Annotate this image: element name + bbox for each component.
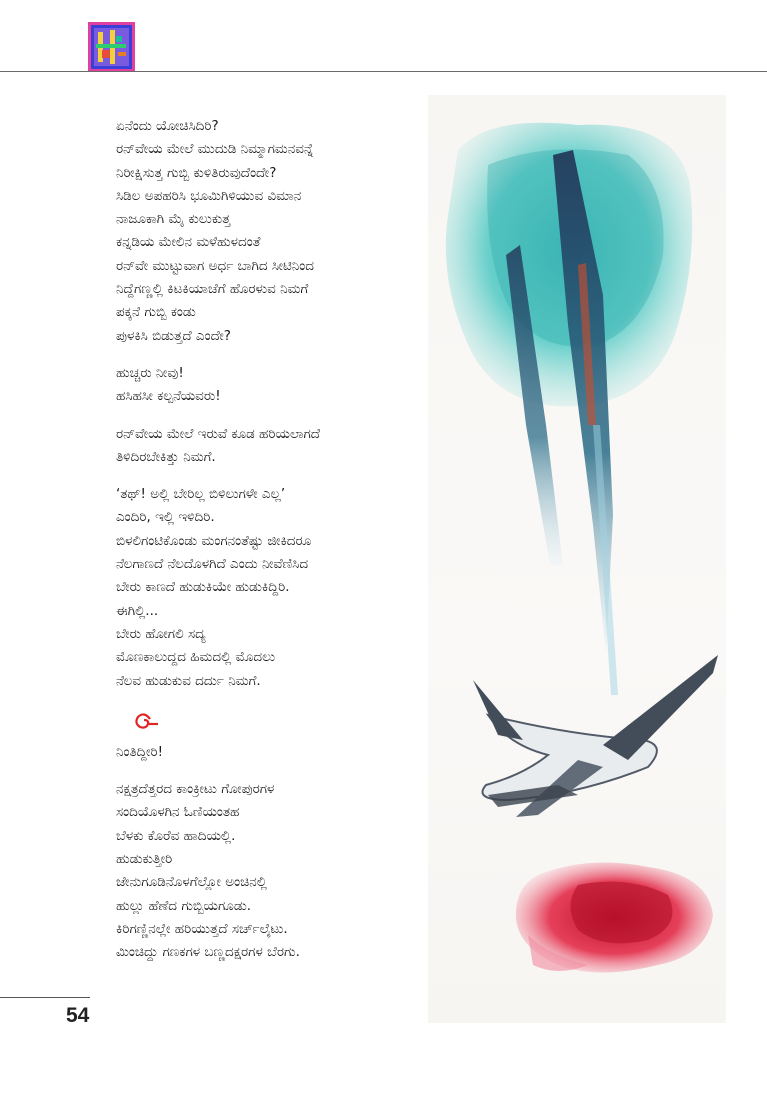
poem-line: ರನ್‌ವೇಯ ಮೇಲೆ ಇರುವೆ ಕೂಡ ಹರಿಯಲಾಗದೆ bbox=[116, 425, 321, 442]
poem-line: ರನ್‌ವೇಯ ಮೇಲೆ ಮುದುಡಿ ನಿಮ್ಮಾಗಮನವನ್ನೆ bbox=[116, 141, 314, 158]
page-number: 54 bbox=[66, 1004, 90, 1027]
poem-line: ಎಂದಿರಿ, ಇಲ್ಲಿ ಇಳಿದಿರಿ. bbox=[116, 509, 215, 526]
poem-stanza bbox=[116, 483, 446, 693]
poem-stanza bbox=[116, 778, 446, 964]
airplane-painting-icon bbox=[428, 95, 726, 1023]
poem-line: ಕನ್ನಡಿಯ ಮೇಲಿನ ಮಳೆಹುಳದಂತೆ bbox=[116, 234, 261, 251]
swirl-ornament-icon bbox=[130, 707, 160, 737]
poem-line: ಏನೆಂದು ಯೋಚಿಸಿದಿರಿ? bbox=[116, 118, 219, 134]
poem-line: ನಿರೀಕ್ಷಿಸುತ್ತ ಗುಬ್ಬಿ ಕುಳಿತಿರುವುದೆಂದೇ? bbox=[116, 164, 277, 181]
poem-line: ಹುಡುಕುತ್ತೀರಿ bbox=[116, 851, 173, 868]
poem-line: ರನ್‌ವೇ ಮುಟ್ಟುವಾಗ ಅರ್ಧ ಬಾಗಿದ ಸೀಟಿನಿಂದ bbox=[116, 257, 315, 274]
poem-line: ಮಿಂಚಿದ್ದು ಗಣಕಗಳ ಬಣ್ಣದಕ್ಷರಗಳ ಬೆರಗು. bbox=[116, 944, 300, 961]
poem-line: ಬಿಳಲಿಗಂಟಿಕೊಂಡು ಮಂಗನಂತೆಷ್ಟು ಜೀಕಿದರೂ bbox=[116, 532, 312, 549]
magazine-logo bbox=[88, 22, 135, 72]
poem-line: ನಕ್ಷತ್ರದೆತ್ತರದ ಕಾಂಕ್ರೀಟು ಗೋಪುರಗಳ bbox=[116, 781, 275, 798]
footer-divider bbox=[0, 997, 90, 998]
poem-line: ನೆಲವ ಹುಡುಕುವ ದರ್ದು ನಿಮಗೆ. bbox=[116, 672, 261, 689]
poem-line: ಬೇರು ಕಾಣದೆ ಹುಡುಕಿಯೇ ಹುಡುಕಿದ್ದಿರಿ. bbox=[116, 579, 290, 596]
poem-line: ಹುಲ್ಲು ಹೆಣೆದ ಗುಬ್ಬಿಯಗೂಡು. bbox=[116, 897, 252, 914]
logo-icon bbox=[88, 22, 135, 72]
poem-line: ಈಗಿಲ್ಲಿ... bbox=[116, 602, 159, 619]
poem-line: ಪಕ್ಕನೆ ಗುಬ್ಬಿ ಕಂಡು bbox=[116, 304, 196, 321]
header-divider bbox=[0, 71, 767, 72]
poem-line: ನಿದ್ದೆಗಣ್ಣಲ್ಲಿ ಕಿಟಕಿಯಾಚೆಗೆ ಹೊರಳುವ ನಿಮಗೆ bbox=[116, 281, 309, 298]
poem-line: ಹುಚ್ಚರು ನೀವು! bbox=[116, 364, 184, 381]
poem-line: ಸಿಡಿಲ ಅಪಹರಿಸಿ ಭೂಮಿಗಿಳಿಯುವ ವಿಮಾನ bbox=[116, 187, 302, 204]
poem-stanza bbox=[116, 423, 446, 470]
poem-line: ನಿಂತಿದ್ದೀರಿ! bbox=[116, 743, 164, 760]
poem-stanza bbox=[116, 115, 446, 348]
poem-line: ‘ತಥ್! ಅಲ್ಲಿ ಬೇರಿಲ್ಲ ಬಿಳಿಲುಗಳೇ ಎಲ್ಲ’ bbox=[116, 486, 286, 503]
poem-line: ಜೇನುಗೂಡಿನೊಳಗೆಲ್ಲೋ ಅಂಚಿನಲ್ಲಿ bbox=[116, 874, 267, 891]
poem-line: ನಾಜೂಕಾಗಿ ಮೈ ಕುಲುಕುತ್ತ bbox=[116, 211, 231, 228]
poem bbox=[116, 115, 446, 979]
poem-line: ಬೇರು ಹೋಗಲಿ ಸದ್ಯ bbox=[116, 625, 206, 642]
poem-line: ನೆಲಗಾಣದೆ ನೆಲದೊಳಗಿದೆ ಎಂದು ನೀವೆಣಿಸಿದ bbox=[116, 556, 309, 573]
poem-line: ಮೊಣಕಾಲುದ್ದದ ಹಿಮದಲ್ಲಿ ಮೊದಲು bbox=[116, 649, 276, 666]
poem-stanza bbox=[116, 741, 446, 764]
poem-line: ಹಸಿಹಸೀ ಕಲ್ಪನೆಯವರು! bbox=[116, 388, 221, 405]
poem-line: ಪುಳಕಿಸಿ ಬಿಡುತ್ತದೆ ಎಂದೇ? bbox=[116, 327, 231, 344]
poem-line: ತಿಳಿದಿರಬೇಕಿತ್ತು ನಿಮಗೆ. bbox=[116, 448, 216, 465]
poem-line: ಕಿರಿಗಣ್ಣಿನಲ್ಲೇ ಹರಿಯುತ್ತದೆ ಸರ್ಚ್‌ಲೈಟು. bbox=[116, 920, 288, 937]
poem-line: ಬೆಳಕು ಕೊರೆವ ಹಾದಿಯಲ್ಲಿ. bbox=[116, 827, 236, 844]
poem-line: ಸಂದಿಯೊಳಗಿನ ಓಣಿಯಂತಹ bbox=[116, 804, 240, 821]
poem-stanza bbox=[116, 362, 446, 409]
